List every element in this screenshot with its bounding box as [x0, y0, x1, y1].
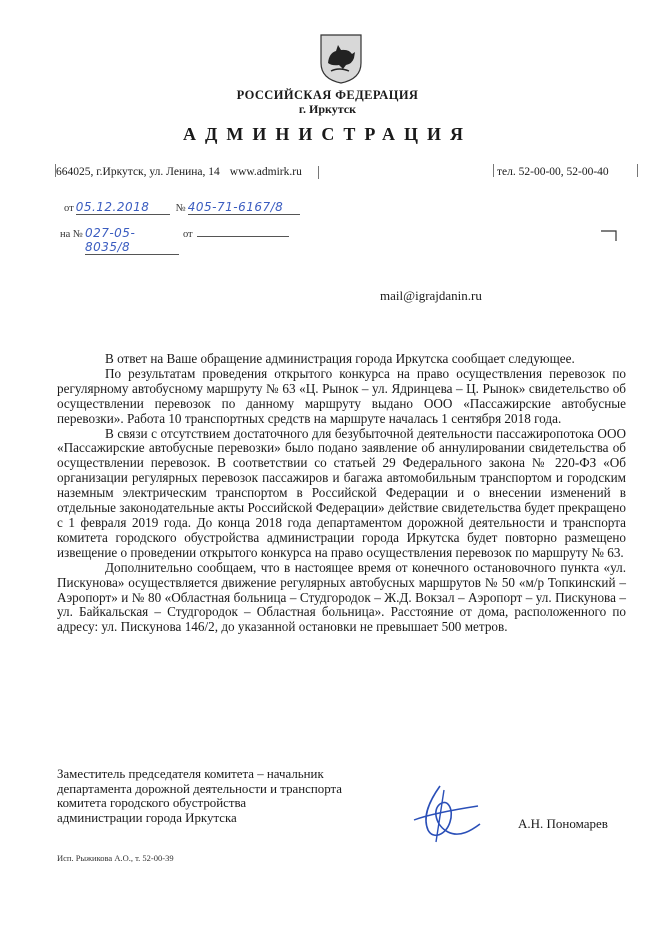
city-title: г. Иркутск — [298, 102, 357, 116]
address-line — [56, 166, 319, 179]
ref-date: 05.12.2018 — [76, 200, 170, 215]
ref-line-incoming — [60, 226, 289, 255]
body-paragraph: Дополнительно сообщаем, что в настоящее время от конечного остановочного пункта «ул. Пискунова» осуществляется движение регулярных автобусных маршрутов № 50 «м/р Топкинский – Аэропорт» и № 80 «Областная больница – Студгородок – Ж.Д. Вокзал – Аэропорт – ул. Пискунова – ул. Байкальская – Студгородок – Областная больница». Расстояние от дома, расположенного по адресу: ул. Пискунова 146/2, до указанной остановки не превышает 500 метров. — [57, 559, 626, 635]
signatory-line: комитета городского обустройства — [57, 796, 247, 810]
body-paragraph: По результатам проведения открытого конкурса на право осуществления перевозок по регулярному автобусному маршруту № 63 «Ц. Рынок – ул. Ядринцева – Ц. Рынок» свидетельство об осуществлении перевозок по данному маршруту выдано ООО «Пассажирские автобусные перевозки». Работа 10 транспортных средств на маршруте началась 1 сентября 2018 года. — [57, 365, 626, 426]
address-text: 664025, г.Иркутск, ул. Ленина, 14 — [56, 166, 220, 178]
divider — [55, 164, 56, 177]
ref-on-label: на № — [60, 229, 83, 240]
letter-body — [57, 352, 626, 635]
country-title: РОССИЙСКАЯ ФЕДЕРАЦИЯ — [236, 88, 419, 102]
recipient-email: mail@igrajdanin.ru — [380, 288, 482, 303]
divider — [493, 164, 494, 177]
ref-on-number: 027-05-8035/8 — [85, 226, 179, 255]
handwritten-signature — [400, 780, 490, 845]
ref-number: 405-71-6167/8 — [188, 200, 300, 215]
ref-number-label: № — [175, 203, 186, 214]
ref-on-date-blank — [197, 226, 289, 237]
signatory-line: администрации города Иркутска — [57, 810, 237, 825]
org-title: АДМИНИСТРАЦИЯ — [182, 124, 473, 144]
ref-line-outgoing — [64, 200, 300, 215]
signatory-line: Заместитель председателя комитета – начальник — [57, 767, 324, 781]
ref-on-from-label: от — [182, 229, 193, 240]
website-text: www.admirk.ru — [229, 166, 302, 178]
body-paragraph: В связи с отсутствием достаточного для безубыточной деятельности пассажиропотока ООО «Пассажирские автобусные перевозки» было подано заявление об аннулировании свидетельства об осуществлении перевозок. В соответствии со статьей 29 Федерального закона № 220-ФЗ «Об организации регулярных перевозок пассажиров и багажа автомобильным транспортом и городским наземным электрическим транспортом в Российской Федерации и о внесении изменений в отдельные законодательные акты Российской Федерации» действие свидетельства будет прекращено с 1 февраля 2019 года. До конца 2018 года департаментом дорожной деятельности и транспорта комитета городского обустройства администрации города Иркутска будет повторно размещено извещение о проведении открытого конкурса на право осуществления перевозок по маршруту № 63. — [57, 425, 626, 560]
signatory-title — [57, 767, 342, 825]
divider — [637, 164, 638, 177]
executor-note: Исп. Рыжикова А.О., т. 52-00-39 — [57, 853, 174, 863]
corner-bracket-icon — [600, 230, 618, 242]
phone-text: тел. 52-00-00, 52-00-40 — [497, 166, 609, 178]
signatory-name: А.Н. Пономарев — [518, 816, 608, 831]
body-paragraph: В ответ на Ваше обращение администрация города Иркутска сообщает следующее. — [105, 351, 575, 366]
coat-of-arms-icon — [319, 33, 363, 85]
signatory-line: департамента дорожной деятельности и транспорта — [57, 781, 342, 796]
divider — [318, 166, 319, 179]
ref-from-label: от — [64, 203, 74, 214]
